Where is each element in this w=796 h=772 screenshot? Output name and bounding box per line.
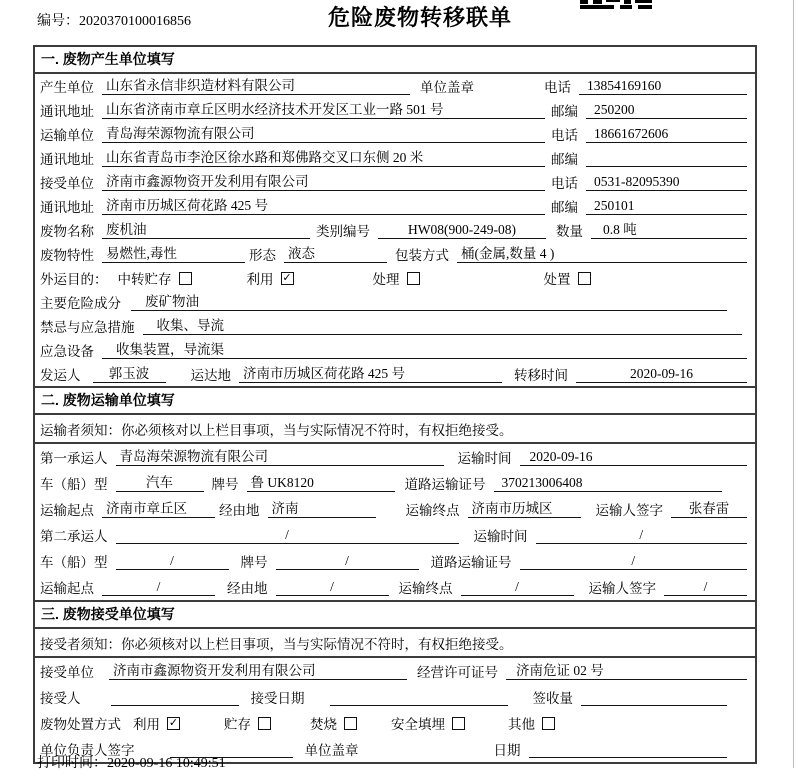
- field-label: 邮编: [551, 152, 578, 167]
- page-edge-divider: [793, 0, 794, 768]
- field-label: 单位负责人签字: [40, 743, 135, 758]
- field-label: 接受人: [40, 691, 81, 706]
- checkbox-unchecked-icon: [344, 717, 357, 730]
- form-row: [35, 444, 755, 470]
- form-row: [35, 522, 755, 548]
- transfer-form-table: [33, 45, 757, 764]
- field-value: 济南危证 02 号: [506, 662, 747, 680]
- field-value: /: [102, 578, 215, 596]
- section-title: 一. 废物产生单位填写: [35, 47, 755, 74]
- serial-label: 编号：: [37, 14, 79, 29]
- field-label: 邮编: [551, 200, 578, 215]
- field-label: 接受者须知：你必须核对以上栏目事项，当与实际情况不符时，有权拒绝接受。: [40, 636, 513, 652]
- form-section-2: [35, 386, 755, 600]
- form-row: [35, 548, 755, 574]
- field-label: 经营许可证号: [417, 665, 498, 680]
- section-title: 二. 废物运输单位填写: [35, 386, 755, 415]
- checkbox-label: 贮存: [224, 717, 251, 732]
- checkbox-label: 利用: [133, 717, 160, 732]
- field-value: /: [116, 552, 229, 570]
- field-label: 运输终点: [405, 503, 460, 518]
- form-row: [35, 314, 755, 338]
- form-row: [35, 242, 755, 266]
- field-value: /: [116, 526, 459, 544]
- field-label: 运输起点: [40, 581, 94, 596]
- field-label: 外运目的：: [40, 272, 108, 287]
- field-label: 经由地: [219, 503, 260, 518]
- field-value: 济南市章丘区: [102, 500, 215, 518]
- print-time-value: 2020-09-16 10:49:51: [107, 756, 226, 771]
- form-row: [35, 496, 755, 522]
- field-label: 第二承运人: [40, 529, 108, 544]
- field-label: 道路运输证号: [404, 477, 486, 492]
- field-label: 运达地: [190, 368, 231, 383]
- checkbox-label: 利用: [246, 272, 274, 287]
- checkbox-unchecked-icon: [542, 717, 555, 730]
- field-value: 青岛海荣源物流有限公司: [116, 448, 444, 466]
- field-label: 接受日期: [250, 691, 305, 706]
- field-label: 车（船）型: [40, 555, 108, 570]
- checkbox-unchecked-icon: [452, 717, 465, 730]
- checkbox-unchecked-icon: [407, 272, 420, 285]
- field-value: 13854169160: [579, 77, 747, 95]
- checkbox-unchecked-icon: [179, 272, 192, 285]
- field-label: 数量: [556, 224, 583, 239]
- field-value: 收集、导流: [143, 317, 743, 335]
- checkbox-label: 处理: [372, 272, 400, 287]
- field-label: 道路运输证号: [430, 555, 512, 570]
- field-value: /: [276, 578, 389, 596]
- form-row: [35, 362, 755, 386]
- field-value: 山东省济南市章丘区明水经济技术开发区工业一路 501 号: [102, 101, 545, 119]
- field-label: 包装方式: [395, 248, 449, 263]
- field-value: 易燃性,毒性: [102, 245, 245, 263]
- form-row: [35, 470, 755, 496]
- field-label: 接受单位: [40, 176, 94, 191]
- form-row: [35, 338, 755, 362]
- checkbox-label: 处置: [543, 272, 571, 287]
- print-time-line: [37, 752, 226, 772]
- field-label: 运输终点: [398, 581, 453, 596]
- form-row: [35, 170, 755, 194]
- field-label: 主要危险成分: [40, 296, 121, 311]
- form-row: [35, 194, 755, 218]
- form-row: [35, 218, 755, 242]
- field-value-blank: [111, 688, 239, 706]
- field-value: 250101: [586, 197, 747, 215]
- checkbox-item: [373, 268, 420, 288]
- field-value: /: [520, 552, 748, 570]
- field-value: /: [276, 552, 419, 570]
- field-label: 车（船）型: [40, 477, 108, 492]
- checkbox-item: [508, 713, 555, 733]
- checkbox-item: [133, 713, 180, 733]
- form-section-1: [35, 47, 755, 386]
- field-value: 250200: [586, 101, 747, 119]
- checkbox-item: [247, 268, 294, 288]
- form-row: [35, 98, 755, 122]
- field-label: 发运人: [40, 368, 81, 383]
- field-label: 类别编号: [316, 224, 370, 239]
- field-label: 运输时间: [457, 451, 512, 466]
- print-time-label: 打印时间：: [37, 756, 107, 771]
- field-value-blank: [529, 740, 728, 758]
- field-value: 青岛海荣源物流有限公司: [102, 125, 545, 143]
- field-label: 签收量: [532, 691, 573, 706]
- checkbox-item: [310, 713, 357, 733]
- field-label: 运输人签字: [595, 503, 663, 518]
- form-row: [35, 122, 755, 146]
- field-label: 运输起点: [40, 503, 94, 518]
- field-value: 0531-82095390: [586, 173, 747, 191]
- field-value: 鲁 UK8120: [247, 474, 395, 492]
- field-label: 牌号: [211, 477, 239, 492]
- field-value: 收集装置，导流渠: [102, 341, 747, 359]
- form-section-3: [35, 600, 755, 762]
- field-label: 单位盖章: [304, 743, 359, 758]
- form-row: [35, 710, 755, 736]
- field-label: 接受单位: [40, 665, 94, 680]
- field-value: 桶(金属,数量 4 ): [457, 245, 747, 263]
- field-label: 电话: [551, 128, 578, 143]
- field-value: 废矿物油: [131, 293, 727, 311]
- field-value: /: [664, 578, 747, 596]
- field-label: 第一承运人: [40, 451, 108, 466]
- field-label: 废物处置方式: [40, 717, 121, 732]
- field-value-blank: [586, 149, 747, 167]
- field-value: 济南市历城区荷花路 425 号: [239, 365, 502, 383]
- field-value: 2020-09-16: [576, 365, 747, 383]
- field-label: 通讯地址: [40, 104, 94, 119]
- field-label: 运输单位: [40, 128, 94, 143]
- field-label: 日期: [493, 743, 521, 758]
- form-row: [35, 146, 755, 170]
- field-value-blank: [330, 688, 508, 706]
- section-title: 三. 废物接受单位填写: [35, 600, 755, 629]
- checkbox-item: [391, 713, 465, 733]
- field-value: 济南市鑫源物资开发利用有限公司: [102, 173, 545, 191]
- checkbox-checked-icon: ✓: [168, 715, 179, 729]
- field-value: 370213006408: [494, 474, 723, 492]
- field-value: 济南: [268, 500, 376, 518]
- field-value-blank: [581, 688, 727, 706]
- qr-code-fragment-icon: [580, 0, 652, 9]
- field-label: 运输人签字: [588, 581, 656, 596]
- field-value: 山东省永信非织造材料有限公司: [102, 77, 410, 95]
- checkbox-item: [544, 268, 591, 288]
- field-value: 18661672606: [586, 125, 747, 143]
- notice-row: [35, 415, 755, 444]
- field-label: 单位盖章: [420, 80, 474, 95]
- checkbox-label: 其他: [508, 717, 535, 732]
- field-value: 济南市历城区荷花路 425 号: [102, 197, 545, 215]
- checkbox-label: 焚烧: [310, 717, 337, 732]
- field-label: 邮编: [551, 104, 578, 119]
- field-label: 形态: [249, 248, 276, 263]
- field-value: 山东省青岛市李沧区徐水路和郑佛路交叉口东侧 20 米: [102, 149, 545, 167]
- page-title: 危险废物转移联单: [328, 5, 513, 30]
- field-label: 通讯地址: [40, 152, 94, 167]
- field-label: 牌号: [240, 555, 268, 570]
- form-row: [35, 290, 755, 314]
- field-value: 济南市历城区: [468, 500, 581, 518]
- checkbox-label: 中转贮存: [117, 272, 172, 287]
- field-label: 电话: [544, 80, 571, 95]
- field-value: 废机油: [102, 221, 310, 239]
- serial-number-line: [37, 10, 191, 30]
- field-value: /: [536, 526, 748, 544]
- field-value: 张春雷: [671, 500, 747, 518]
- checkbox-label: 安全填埋: [391, 717, 445, 732]
- checkbox-item: [118, 268, 192, 288]
- checkbox-item: [224, 713, 271, 733]
- field-value: 2020-09-16: [520, 448, 748, 466]
- field-label: 废物特性: [40, 248, 94, 263]
- serial-number: 2020370100016856: [79, 14, 191, 29]
- field-value: 0.8 吨: [591, 221, 747, 239]
- field-value: /: [461, 578, 574, 596]
- form-row: [35, 74, 755, 98]
- field-value: 汽车: [116, 474, 204, 492]
- checkbox-unchecked-icon: [258, 717, 271, 730]
- form-row: [35, 684, 755, 710]
- field-label: 运输者须知：你必须核对以上栏目事项，当与实际情况不符时，有权拒绝接受。: [40, 422, 513, 438]
- field-value: 郭玉波: [93, 365, 166, 383]
- field-value: 济南市鑫源物资开发利用有限公司: [109, 662, 407, 680]
- field-value: HW08(900-249-08): [378, 221, 546, 239]
- form-row: [35, 266, 755, 290]
- checkbox-checked-icon: ✓: [282, 270, 292, 284]
- checkbox-unchecked-icon: [578, 272, 591, 285]
- form-row: [35, 574, 755, 600]
- field-label: 运输时间: [473, 529, 528, 544]
- field-label: 经由地: [227, 581, 268, 596]
- field-label: 禁忌与应急措施: [40, 320, 135, 335]
- field-label: 转移时间: [514, 368, 568, 383]
- field-label: 应急设备: [40, 344, 94, 359]
- field-label: 通讯地址: [40, 200, 94, 215]
- field-label: 废物名称: [40, 224, 94, 239]
- field-value: 液态: [284, 245, 387, 263]
- form-row: [35, 658, 755, 684]
- field-label: 产生单位: [40, 80, 94, 95]
- field-label: 电话: [551, 176, 578, 191]
- notice-row: [35, 629, 755, 658]
